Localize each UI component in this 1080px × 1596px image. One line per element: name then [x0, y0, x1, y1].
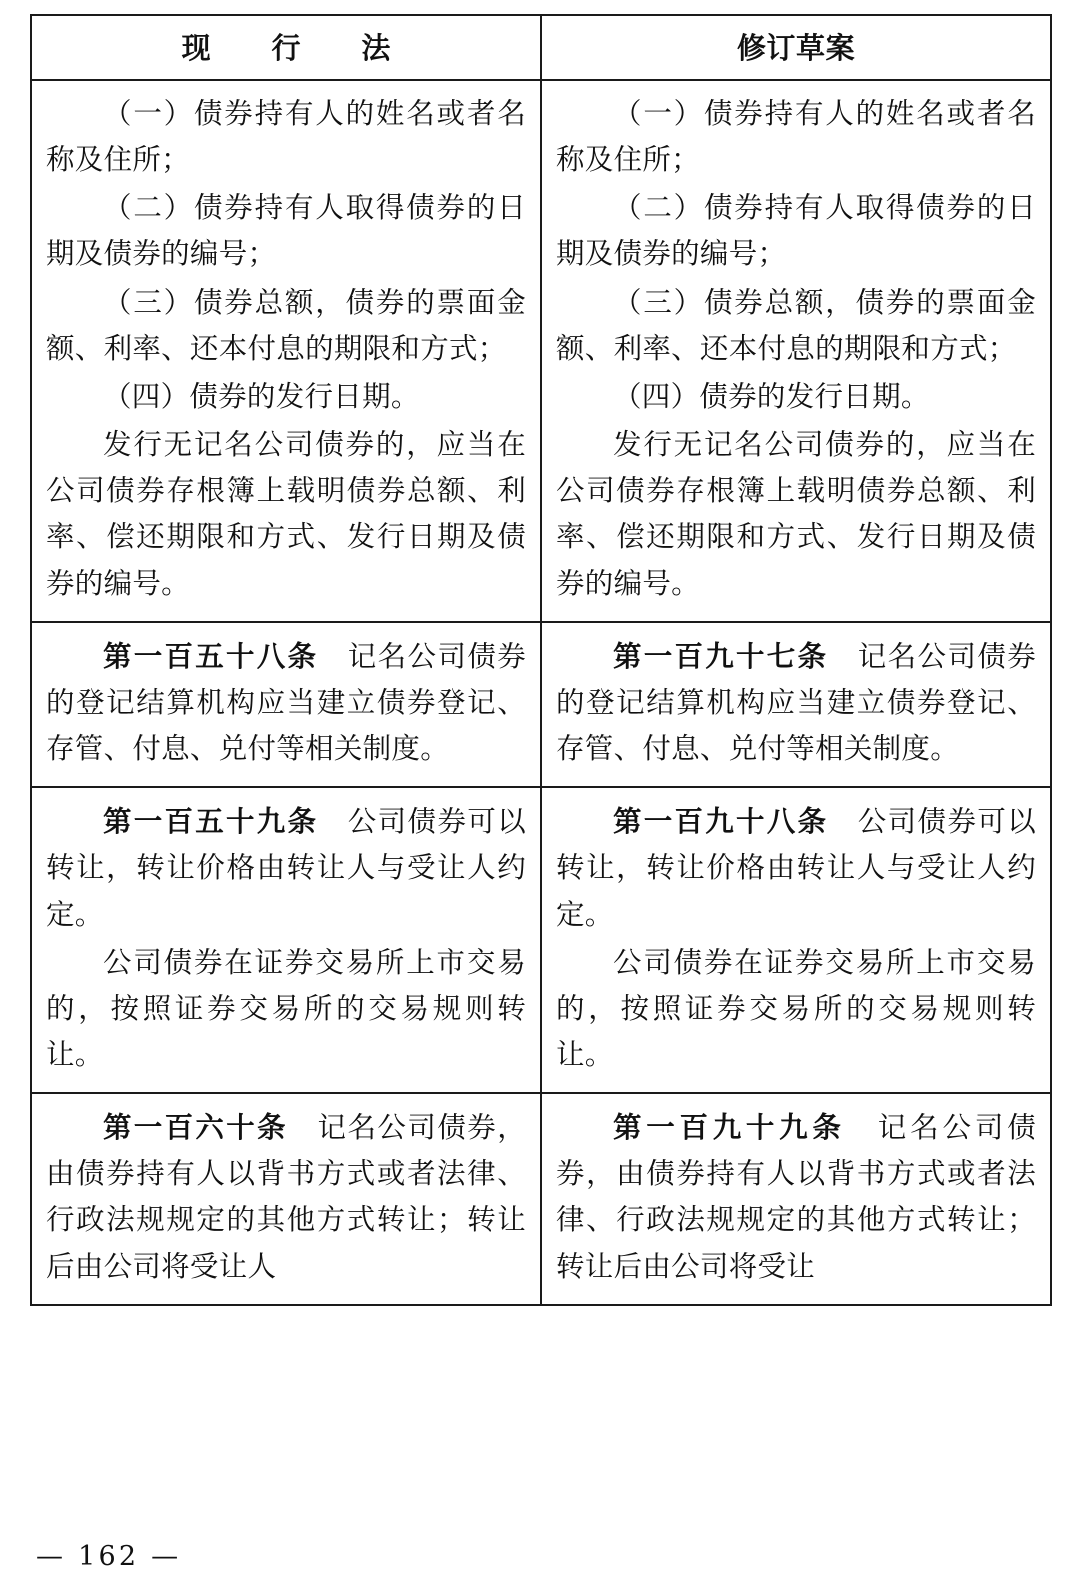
paragraph	[46, 798, 526, 937]
cell-content	[32, 788, 540, 1092]
cell-revised-draft	[541, 1093, 1051, 1305]
article-text: 公司债券可以转让，转让价格由转让人与受让人约定。	[46, 805, 526, 931]
cell-current-law	[31, 80, 541, 622]
cell-revised-draft	[541, 622, 1051, 787]
paragraph: （二）债券持有人取得债券的日期及债券的编号；	[46, 191, 526, 271]
article-text: 记名公司债券，由债券持有人以背书方式或者法律、行政法规规定的其他方式转让；转让后由公司将受让	[556, 1111, 1036, 1283]
column-header-revised-draft-text: 修订草案	[736, 31, 856, 65]
article-number: 第一百五十八条	[103, 638, 319, 673]
paragraph: （四）债券的发行日期。	[103, 379, 420, 413]
table-header	[31, 15, 1051, 80]
table-row	[31, 787, 1051, 1093]
paragraph: 发行无记名公司债券的，应当在公司债券存根簿上载明债券总额、利率、偿还期限和方式、发行日期及债券的编号。	[46, 428, 526, 600]
cell-revised-draft	[541, 787, 1051, 1093]
article-number: 第一百九十八条	[613, 804, 829, 839]
table-row	[31, 80, 1051, 622]
paragraph	[556, 1104, 1036, 1290]
cell-content	[32, 81, 540, 621]
paragraph: （一）债券持有人的姓名或者名称及住所；	[46, 97, 526, 177]
paragraph: （二）债券持有人取得债券的日期及债券的编号；	[556, 191, 1036, 271]
paragraph	[556, 633, 1036, 772]
article-number: 第一百九十九条	[613, 1110, 846, 1145]
column-header-current-law-text: 现 行 法	[181, 31, 407, 65]
article-text: 公司债券可以转让，转让价格由转让人与受让人约定。	[556, 805, 1036, 931]
article-text: 记名公司债券，由债券持有人以背书方式或者法律、行政法规规定的其他方式转让；转让后由公司将受让人	[46, 1111, 527, 1283]
cell-content	[542, 623, 1050, 786]
cell-content	[542, 81, 1050, 621]
comparison-table	[30, 14, 1052, 1306]
cell-revised-draft	[541, 80, 1051, 622]
article-text: 记名公司债券的登记结算机构应当建立债券登记、存管、付息、兑付等相关制度。	[556, 639, 1036, 766]
cell-content	[32, 623, 540, 786]
column-header-revised-draft	[541, 15, 1051, 80]
article-number: 第一百五十九条	[103, 804, 319, 839]
article-text: 记名公司债券的登记结算机构应当建立债券登记、存管、付息、兑付等相关制度。	[46, 639, 526, 766]
cell-current-law	[31, 622, 541, 787]
cell-content	[542, 788, 1050, 1092]
table-header-row	[31, 15, 1051, 80]
paragraph: （四）债券的发行日期。	[613, 379, 930, 413]
cell-content	[542, 1094, 1050, 1304]
paragraph	[556, 798, 1036, 937]
paragraph: 公司债券在证券交易所上市交易的，按照证券交易所的交易规则转让。	[556, 945, 1036, 1071]
paragraph: （一）债券持有人的姓名或者名称及住所；	[556, 97, 1036, 177]
paragraph: （三）债券总额，债券的票面金额、利率、还本付息的期限和方式；	[556, 285, 1036, 365]
article-number: 第一百六十条	[103, 1110, 288, 1145]
paragraph: （三）债券总额，债券的票面金额、利率、还本付息的期限和方式；	[46, 285, 526, 365]
paragraph: 发行无记名公司债券的，应当在公司债券存根簿上载明债券总额、利率、偿还期限和方式、发行日期及债券的编号。	[556, 428, 1036, 600]
table-row	[31, 622, 1051, 787]
table-row	[31, 1093, 1051, 1305]
table-body	[31, 80, 1051, 1305]
cell-current-law	[31, 787, 541, 1093]
paragraph: 公司债券在证券交易所上市交易的，按照证券交易所的交易规则转让。	[46, 945, 526, 1071]
paragraph	[46, 633, 526, 772]
column-header-current-law	[31, 15, 541, 80]
paragraph	[46, 1104, 526, 1290]
page-number-footer: — 162 —	[36, 1541, 182, 1572]
cell-current-law	[31, 1093, 541, 1305]
article-number: 第一百九十七条	[613, 638, 829, 673]
cell-content	[32, 1094, 540, 1304]
